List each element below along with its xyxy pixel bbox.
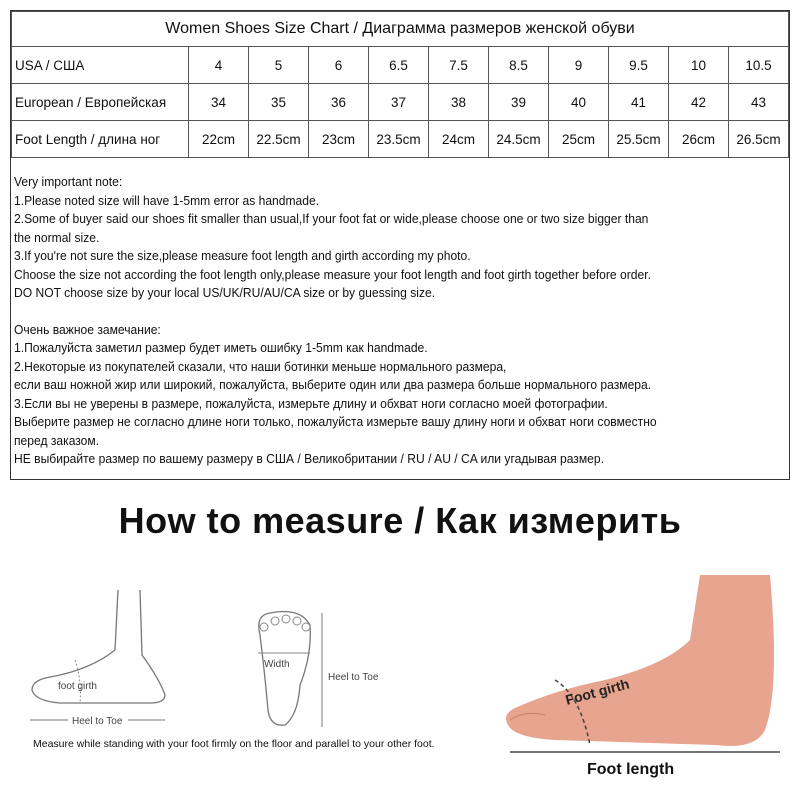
size-cell: 43 [729, 84, 789, 121]
size-cell: 38 [429, 84, 489, 121]
size-cell: 25cm [549, 121, 609, 158]
size-cell: 6 [309, 47, 369, 84]
note-line: Очень важное замечание: [14, 321, 161, 337]
size-cell: 42 [669, 84, 729, 121]
size-cell: 34 [189, 84, 249, 121]
table-row-european [12, 84, 789, 121]
row-label: USA / США [12, 47, 189, 84]
heel-to-toe-label: Heel to Toe [72, 716, 123, 727]
size-cell: 5 [249, 47, 309, 84]
size-cell: 22cm [189, 121, 249, 158]
size-table [11, 11, 789, 158]
size-cell: 41 [609, 84, 669, 121]
note-line: 3.If you're not sure the size,please measure foot length and girth according my photo. [14, 248, 471, 263]
heel-to-toe-top-label: Heel to Toe [328, 672, 379, 683]
note-line: 1.Please noted size will have 1-5mm error as handmade. [14, 192, 320, 208]
width-label: Width [264, 659, 290, 670]
photo-foot-girth-label: Foot girth [563, 675, 631, 708]
size-cell: 25.5cm [609, 121, 669, 158]
size-cell: 9.5 [609, 47, 669, 84]
size-cell: 10.5 [729, 47, 789, 84]
note-line: Choose the size not according the foot length only,please measure your foot length and foot girth together before order. [14, 266, 651, 282]
size-cell: 22.5cm [249, 121, 309, 158]
size-cell: 40 [549, 84, 609, 121]
size-cell: 8.5 [489, 47, 549, 84]
size-cell: 23cm [309, 121, 369, 158]
size-cell: 7.5 [429, 47, 489, 84]
size-cell: 4 [189, 47, 249, 84]
measure-caption: Measure while standing with your foot firmly on the floor and parallel to your other foot. [33, 738, 435, 750]
size-chart [10, 10, 790, 480]
size-cell: 23.5cm [369, 121, 429, 158]
note-line: 2.Some of buyer said our shoes fit smaller than usual,If your foot fat or wide,please choose one or two size bigger than [14, 211, 649, 226]
size-cell: 24cm [429, 121, 489, 158]
note-line: перед заказом. [14, 432, 100, 448]
size-cell: 35 [249, 84, 309, 121]
row-label: European / Европейская [12, 84, 189, 121]
top-foot-illustration [240, 605, 400, 735]
how-to-measure-heading: How to measure / Как измерить [118, 500, 682, 541]
table-row-usa [12, 47, 789, 84]
foot-photo [495, 570, 795, 795]
note-line: 1.Пожалуйста заметил размер будет иметь ошибку 1-5mm как handmade. [14, 340, 428, 355]
size-cell: 39 [489, 84, 549, 121]
photo-foot-length-label: Foot length [587, 761, 675, 778]
size-cell: 26cm [669, 121, 729, 158]
size-cell: 36 [309, 84, 369, 121]
note-line: Very important note: [14, 174, 123, 189]
notes [14, 173, 786, 469]
size-cell: 6.5 [369, 47, 429, 84]
note-line: the normal size. [14, 229, 100, 245]
size-cell: 37 [369, 84, 429, 121]
side-foot-illustration [20, 585, 210, 735]
note-line: 3.Если вы не уверены в размере, пожалуйста, измерьте длину и обхват ноги согласно моей фотографии. [14, 395, 608, 411]
size-cell: 24.5cm [489, 121, 549, 158]
note-line: Выберите размер не согласно длине ноги только, пожалуйста измерьте вашу длину ноги и обхват ноги совместно [14, 414, 657, 429]
note-line: если ваш ножной жир или широкий, пожалуйста, выберите один или два размера больше нормального размера. [14, 377, 652, 392]
size-cell: 10 [669, 47, 729, 84]
note-line: 2.Некоторые из покупателей сказали, что наши ботинки меньше нормального размера, [14, 358, 507, 374]
foot-girth-label: foot girth [58, 681, 97, 692]
size-cell: 26.5cm [729, 121, 789, 158]
note-line: НЕ выбирайте размер по вашему размеру в США / Великобритании / RU / AU / CA или угадывая размер. [14, 451, 604, 466]
note-line: DO NOT choose size by your local US/UK/RU/AU/CA size or by guessing size. [14, 285, 436, 300]
table-row-foot-length [12, 121, 789, 158]
size-cell: 9 [549, 47, 609, 84]
row-label: Foot Length / длина ног [12, 121, 189, 158]
chart-title: Women Shoes Size Chart / Диаграмма размеров женской обуви [12, 12, 789, 47]
